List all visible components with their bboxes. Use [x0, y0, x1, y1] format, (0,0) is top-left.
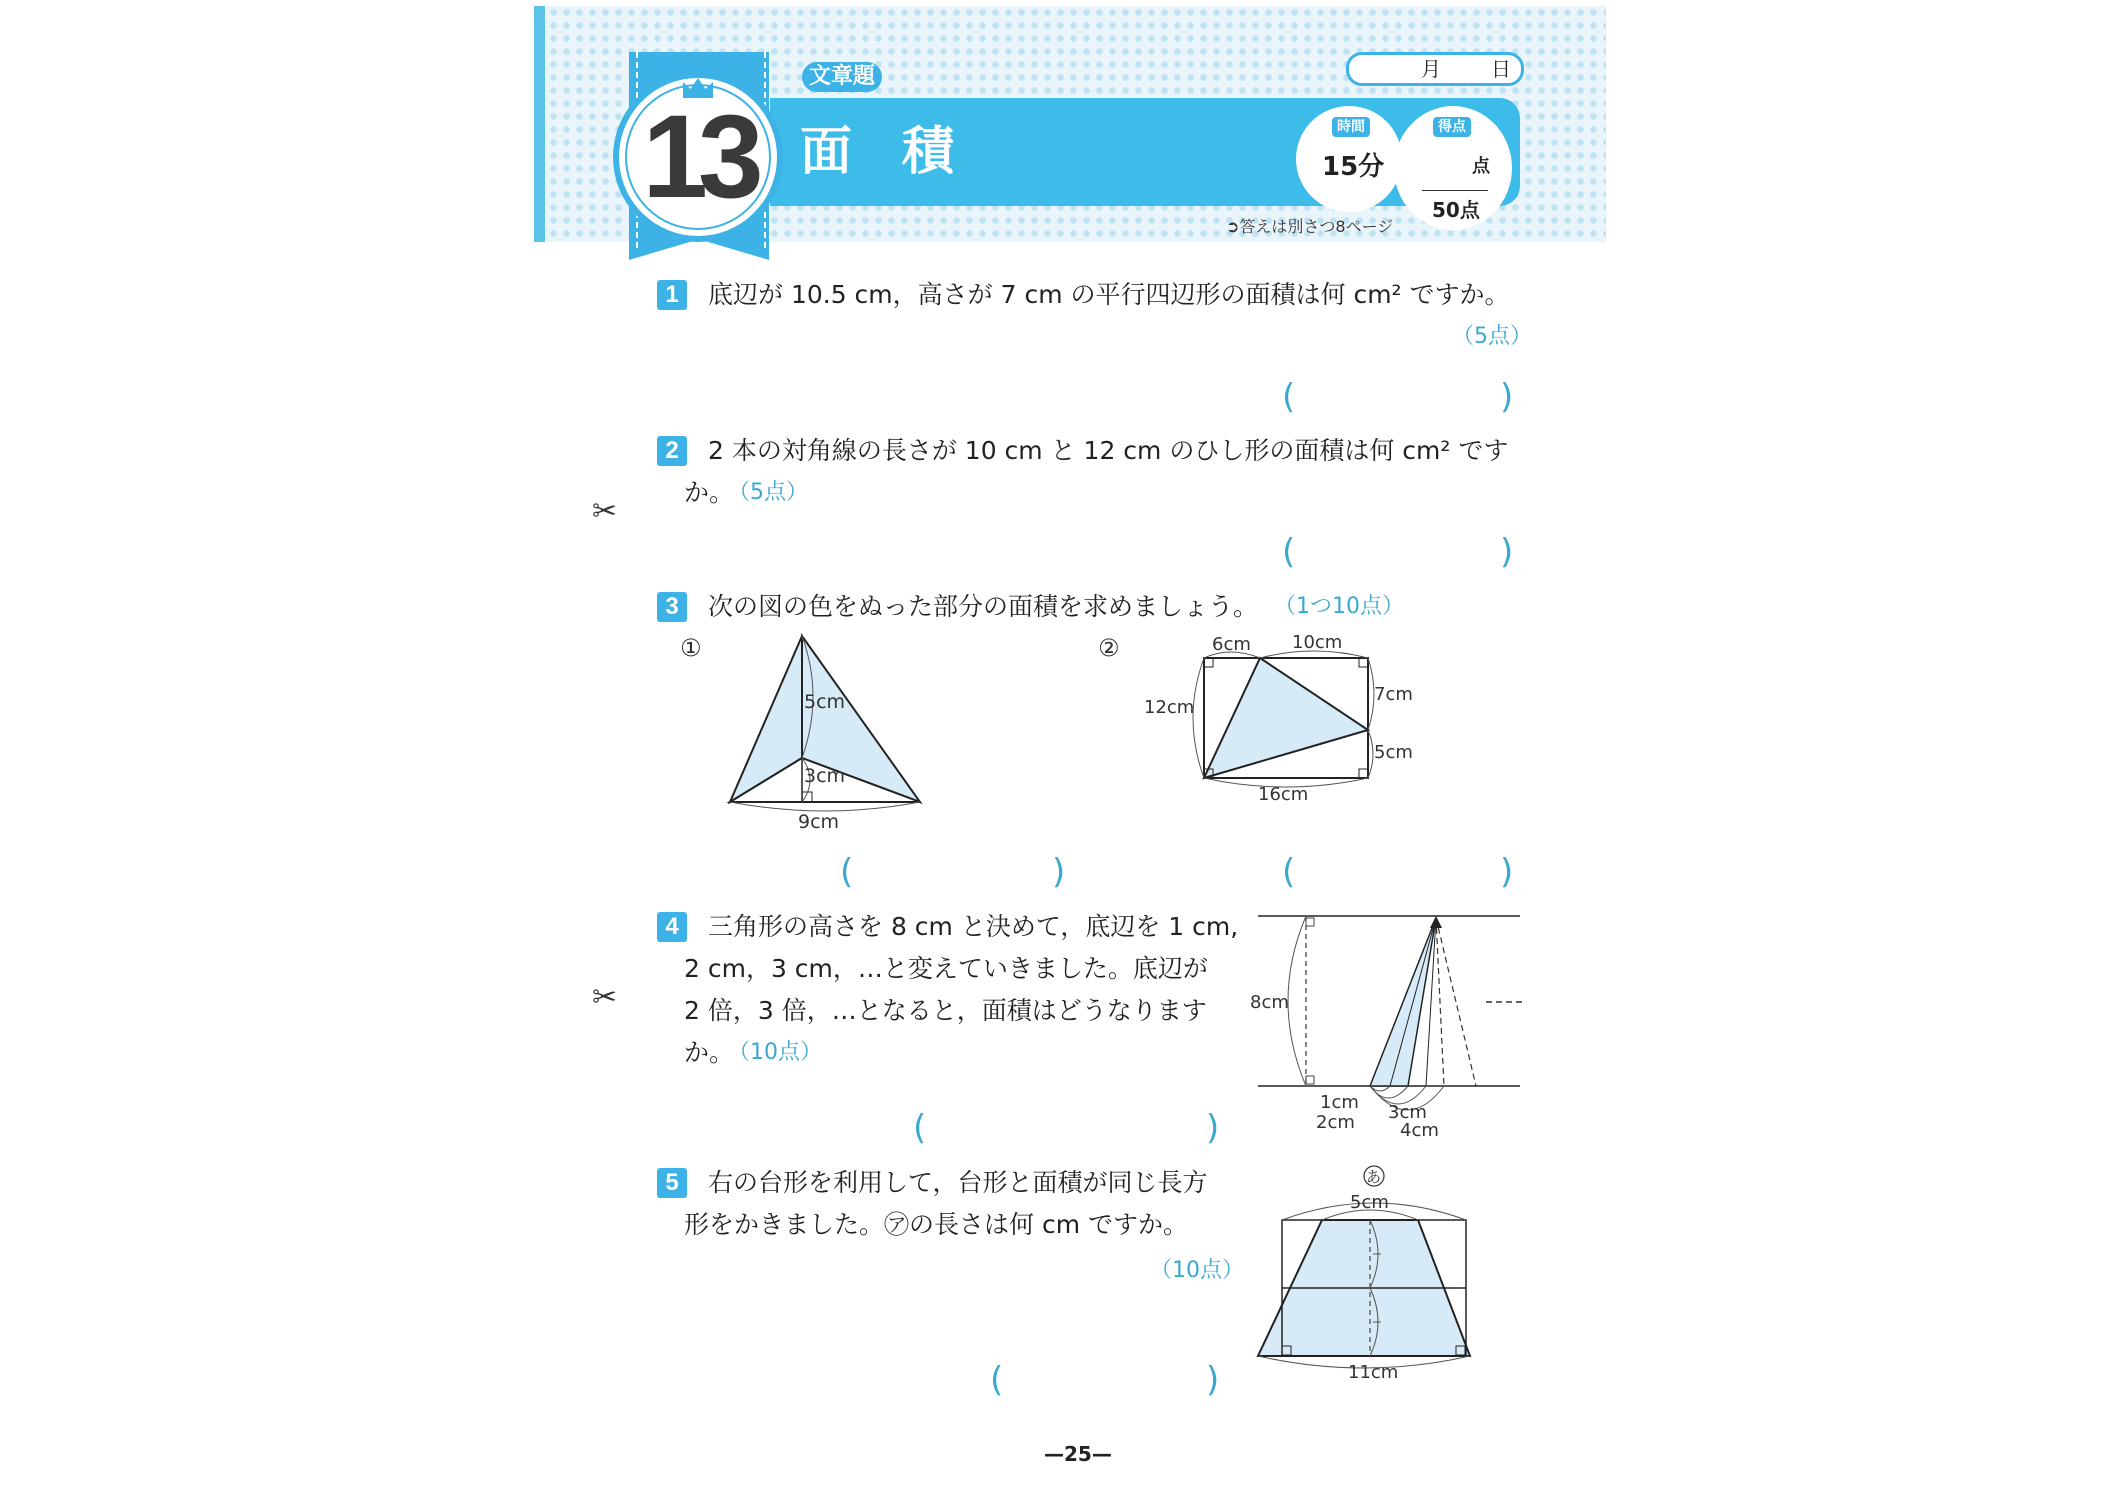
problem-2-text-line1: 2 本の対角線の長さが 10 cm と 12 cm のひし形の面積は何 cm² です [708, 436, 1509, 465]
fig2-left-label: 12cm [1144, 697, 1195, 718]
answer-1-open[interactable]: ( [1282, 377, 1296, 417]
problem-4-points: （10点） [728, 1040, 822, 1065]
answer-3-2-open[interactable]: ( [1282, 852, 1296, 892]
problem-3-number: 3 [657, 592, 687, 622]
problem-4-line2: 2 cm，3 cm，…と変えていきました。底辺が [684, 954, 1208, 983]
problem-3-text: 次の図の色をぬった部分の面積を求めましょう。 [708, 592, 1259, 621]
date-month-label: 月 [1421, 57, 1441, 81]
answer-4-open[interactable]: ( [913, 1108, 927, 1148]
problem-2-points: （5点） [728, 480, 808, 505]
problem-5-line1: 右の台形を利用して，台形と面積が同じ長方 [708, 1168, 1208, 1197]
problem-4-line3: 2 倍，3 倍，…となると，面積はどうなります [684, 996, 1207, 1025]
answer-3-2-close[interactable]: ) [1500, 852, 1514, 892]
scissors-icon-2: ✂ [592, 980, 618, 1015]
category-tag: 文章題 [802, 62, 882, 92]
figure-5-trapezoid [1250, 1160, 1530, 1390]
figure-4-triangles [1250, 906, 1530, 1156]
page-title: 面積 [800, 122, 1005, 182]
fig5-top-label: 5cm [1350, 1192, 1389, 1213]
fig4-b4-label: 4cm [1400, 1120, 1439, 1141]
time-label: 時間 [1332, 117, 1370, 137]
lesson-number: 13 [642, 91, 754, 223]
problem-4-line4: か。 [684, 1038, 735, 1067]
fig4-b1-label: 1cm [1320, 1092, 1359, 1113]
score-unit: 点 [1472, 156, 1490, 177]
fig2-bottom-label: 16cm [1258, 784, 1309, 805]
problem-1-points: （5点） [1452, 324, 1532, 349]
fig4-height-label: 8cm [1250, 992, 1289, 1013]
answer-5-open[interactable]: ( [990, 1360, 1004, 1400]
problem-1-number: 1 [657, 280, 687, 310]
fig4-b2-label: 2cm [1316, 1112, 1355, 1133]
figure-1-kite [720, 630, 940, 840]
fig2-right-bottom-label: 5cm [1374, 742, 1413, 763]
answer-5-close[interactable]: ) [1206, 1360, 1220, 1400]
problem-2-text-line2: か。 [684, 478, 735, 507]
answer-4-close[interactable]: ) [1206, 1108, 1220, 1148]
date-day-label: 日 [1491, 57, 1511, 81]
figure-2-rectangle [1130, 628, 1430, 808]
header-edge-stripe [534, 6, 545, 242]
figure-2-label: ② [1098, 634, 1120, 662]
answer-3-1-close[interactable]: ) [1052, 852, 1066, 892]
fig5-mark-label: あ [1366, 1168, 1382, 1186]
fig2-right-top-label: 7cm [1374, 684, 1413, 705]
problem-4-line1: 三角形の高さを 8 cm と決めて，底辺を 1 cm, [708, 912, 1239, 941]
answer-1-close[interactable]: ) [1500, 377, 1514, 417]
fig1-height-label: 5cm [804, 691, 846, 713]
problem-5-number: 5 [657, 1168, 687, 1198]
score-label: 得点 [1433, 117, 1471, 137]
figure-1-label: ① [680, 634, 702, 662]
answer-3-1-open[interactable]: ( [840, 852, 854, 892]
problem-5-line2: 形をかきました。㋐の長さは何 cm ですか。 [684, 1210, 1188, 1239]
time-value: 15分 [1322, 152, 1385, 182]
fig2-top-right-label: 10cm [1292, 632, 1343, 653]
score-total: 50点 [1432, 198, 1480, 222]
problem-1-text: 底辺が 10.5 cm，高さが 7 cm の平行四辺形の面積は何 cm² ですか。 [708, 280, 1510, 309]
answer-2-open[interactable]: ( [1282, 532, 1296, 572]
scissors-icon: ✂ [592, 494, 618, 529]
page-number: —25— [1044, 1442, 1112, 1466]
fig2-top-left-label: 6cm [1212, 634, 1251, 655]
answer-reference: ➲答えは別さつ8ページ [1226, 217, 1394, 236]
problem-5-points: （10点） [1150, 1258, 1244, 1283]
fig5-bottom-label: 11cm [1348, 1362, 1399, 1383]
problem-2-number: 2 [657, 436, 687, 466]
date-field[interactable] [1346, 52, 1524, 86]
fig1-inner-label: 3cm [804, 765, 846, 787]
problem-3-points: （1つ10点） [1274, 594, 1404, 619]
problem-4-number: 4 [657, 912, 687, 942]
score-divider [1422, 190, 1488, 191]
fig1-base-label: 9cm [798, 811, 840, 833]
answer-2-close[interactable]: ) [1500, 532, 1514, 572]
fig4-b3-label: 3cm [1388, 1102, 1427, 1123]
